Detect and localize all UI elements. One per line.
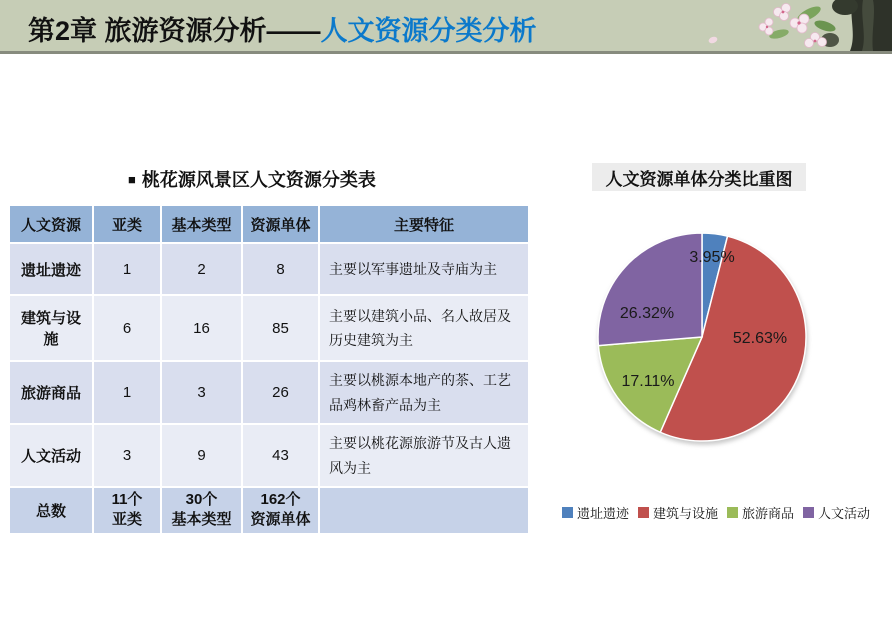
col-header-category: 人文资源	[9, 205, 93, 243]
cell-category: 遗址遗迹	[9, 243, 93, 295]
pie-chart-svg	[580, 222, 830, 452]
chart-legend	[540, 503, 892, 522]
cell-basic-types: 9	[161, 424, 242, 487]
cell-category: 旅游商品	[9, 361, 93, 424]
cell-subclass: 1	[93, 243, 161, 295]
cell-units: 85	[242, 295, 319, 361]
legend-swatch-icon	[638, 507, 649, 518]
col-header-units: 资源单体	[242, 205, 319, 243]
slide-title-accent: 人文资源分类分析	[320, 16, 537, 46]
table-title-text: 桃花源风景区人文资源分类表	[141, 170, 376, 190]
cell-basic-types: 3	[161, 361, 242, 424]
cell-features: 主要以军事遗址及寺庙为主	[319, 243, 529, 295]
cell-total-units: 162个 资源单体	[242, 487, 319, 534]
cell-total-subclass: 11个 亚类	[93, 487, 161, 534]
square-bullet-icon: ■	[128, 172, 136, 187]
col-header-basic-types: 基本类型	[161, 205, 242, 243]
cell-basic-types: 2	[161, 243, 242, 295]
cell-category: 人文活动	[9, 424, 93, 487]
legend-item	[803, 503, 870, 522]
cell-basic-types: 16	[161, 295, 242, 361]
title-banner	[0, 0, 892, 54]
pie-chart	[580, 222, 830, 452]
table-row	[9, 295, 529, 361]
legend-item	[727, 503, 794, 522]
table-header-row	[9, 205, 529, 243]
legend-label: 遗址遗迹	[576, 506, 629, 521]
table-title	[128, 166, 376, 192]
cell-features: 主要以桃花源旅游节及古人遗风为主	[319, 424, 529, 487]
table-total-row	[9, 487, 529, 534]
legend-label: 旅游商品	[742, 506, 795, 521]
table-row	[9, 243, 529, 295]
legend-swatch-icon	[803, 507, 814, 518]
table-row	[9, 361, 529, 424]
legend-swatch-icon	[562, 507, 573, 518]
slide-title	[28, 9, 537, 48]
slide-title-main: 第2章 旅游资源分析——	[28, 16, 321, 46]
cell-category: 建筑与设施	[9, 295, 93, 361]
pie-value-label: 52.63%	[732, 330, 788, 347]
pie-value-label: 17.11%	[621, 373, 675, 390]
cell-units: 26	[242, 361, 319, 424]
cell-features: 主要以桃源本地产的茶、工艺品鸡林畜产品为主	[319, 361, 529, 424]
cell-features: 主要以建筑小品、名人故居及历史建筑为主	[319, 295, 529, 361]
cell-subclass: 1	[93, 361, 161, 424]
blossom-art-icon	[657, 0, 892, 51]
pie-value-label: 3.95%	[689, 249, 735, 266]
legend-item	[562, 503, 629, 522]
legend-swatch-icon	[727, 507, 738, 518]
cell-total-basic-types: 30个 基本类型	[161, 487, 242, 534]
cell-units: 43	[242, 424, 319, 487]
cell-total-label: 总数	[9, 487, 93, 534]
cell-total-features	[319, 487, 529, 534]
legend-label: 建筑与设施	[652, 506, 718, 521]
legend-item	[638, 503, 718, 522]
legend-label: 人文活动	[818, 506, 871, 521]
pie-slice-人文活动	[598, 233, 702, 346]
cell-units: 8	[242, 243, 319, 295]
cell-subclass: 6	[93, 295, 161, 361]
col-header-features: 主要特征	[319, 205, 529, 243]
resource-classification-table	[8, 204, 530, 535]
col-header-subclass: 亚类	[93, 205, 161, 243]
table-row	[9, 424, 529, 487]
pie-value-label: 26.32%	[619, 305, 675, 322]
chart-title: 人文资源单体分类比重图	[592, 163, 806, 191]
cell-subclass: 3	[93, 424, 161, 487]
